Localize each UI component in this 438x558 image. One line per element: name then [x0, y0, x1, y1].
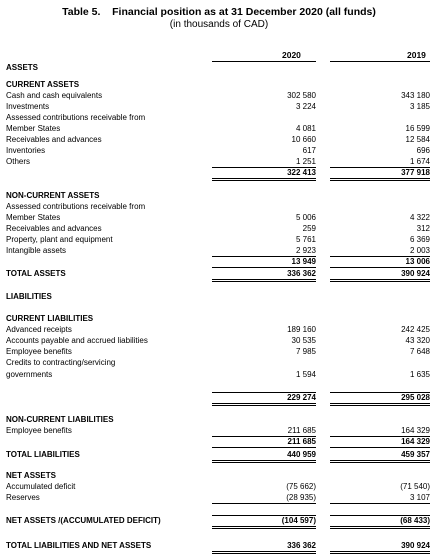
single-rule	[330, 503, 430, 504]
value-2019: 1 635	[409, 370, 430, 379]
value-2020: 4 081	[295, 124, 316, 133]
single-rule	[330, 267, 430, 268]
table-row	[0, 492, 438, 503]
row-label: Others	[6, 157, 31, 166]
value-2019: 6 369	[409, 235, 430, 244]
row-label: TOTAL LIABILITIES	[6, 450, 80, 459]
row-label: Intangible assets	[6, 246, 67, 255]
row-label: Receivables and advances	[6, 224, 102, 233]
table-subtitle: (in thousands of CAD)	[169, 19, 269, 30]
value-2019: 295 028	[401, 393, 430, 402]
row-label: Cash and cash equivalents	[6, 91, 103, 100]
table-row	[0, 335, 438, 346]
double-rule	[330, 279, 430, 282]
value-2020: 440 959	[287, 450, 316, 459]
row-label: Inventories	[6, 146, 46, 155]
row-label: Property, plant and equipment	[6, 235, 113, 244]
value-2020: 7 985	[295, 347, 316, 356]
single-rule	[212, 447, 316, 448]
value-2019: 4 322	[409, 213, 430, 222]
table-row	[0, 167, 438, 178]
table-row	[0, 425, 438, 436]
value-2020: 259	[302, 224, 316, 233]
value-2020: (28 935)	[286, 493, 316, 502]
table-row	[0, 515, 438, 526]
value-2020: 3 224	[295, 102, 316, 111]
table-row	[0, 324, 438, 335]
row-label: Member States	[6, 213, 61, 222]
table-row	[0, 470, 438, 481]
value-2019: 12 584	[405, 135, 430, 144]
double-rule	[330, 526, 430, 529]
double-rule	[212, 403, 316, 406]
row-label: Assessed contributions receivable from	[6, 202, 146, 211]
single-rule	[330, 515, 430, 516]
value-2020: (75 662)	[286, 482, 316, 491]
table-row	[0, 346, 438, 357]
value-2019: 164 329	[401, 426, 430, 435]
value-2020: 302 580	[287, 91, 316, 100]
value-2019: 390 924	[401, 541, 430, 550]
double-rule	[212, 460, 316, 463]
column-header-2019: 2019	[407, 50, 426, 60]
table-row	[0, 392, 438, 403]
row-label: ASSETS	[6, 63, 39, 72]
table-row	[0, 134, 438, 145]
value-2020: 13 949	[291, 257, 316, 266]
single-rule	[212, 256, 316, 257]
table-row	[0, 201, 438, 212]
double-rule	[330, 460, 430, 463]
table-row	[0, 291, 438, 302]
single-rule	[330, 256, 430, 257]
table-row	[0, 436, 438, 447]
single-rule	[330, 167, 430, 168]
single-rule	[330, 447, 430, 448]
value-2020: 322 413	[287, 168, 316, 177]
table-row	[0, 62, 438, 73]
table-row	[0, 101, 438, 112]
value-2019: 377 918	[401, 168, 430, 177]
table-row	[0, 449, 438, 460]
value-2020: 229 274	[287, 393, 316, 402]
table-row	[0, 414, 438, 425]
table-title: Table 5. Financial position as at 31 December 2020 (all funds)	[62, 6, 376, 18]
value-2019: 7 648	[409, 347, 430, 356]
row-label: Reserves	[6, 493, 40, 502]
value-2019: 43 320	[405, 336, 430, 345]
double-rule	[212, 279, 316, 282]
value-2020: 211 685	[287, 426, 316, 435]
value-2019: 696	[416, 146, 430, 155]
row-label: Member States	[6, 124, 61, 133]
value-2020: 1 251	[295, 157, 316, 166]
value-2020: 1 594	[295, 370, 316, 379]
value-2019: 312	[416, 224, 430, 233]
single-rule	[212, 392, 316, 393]
row-label: Accounts payable and accrued liabilities	[6, 336, 148, 345]
double-rule	[330, 551, 430, 554]
row-label: NON-CURRENT ASSETS	[6, 191, 100, 200]
value-2019: 1 674	[409, 157, 430, 166]
table-row	[0, 369, 438, 380]
single-rule	[330, 436, 430, 437]
table-row	[0, 190, 438, 201]
single-rule	[212, 167, 316, 168]
double-rule	[330, 403, 430, 406]
row-label: NET ASSETS /(ACCUMULATED DEFICIT)	[6, 516, 161, 525]
row-label: TOTAL LIABILITIES AND NET ASSETS	[6, 541, 152, 550]
table-row	[0, 156, 438, 167]
row-label: governments	[6, 370, 53, 379]
row-label: Receivables and advances	[6, 135, 102, 144]
row-label: Accumulated deficit	[6, 482, 76, 491]
double-rule	[212, 178, 316, 181]
row-label: LIABILITIES	[6, 292, 52, 301]
value-2019: 390 924	[401, 269, 430, 278]
double-rule	[212, 526, 316, 529]
value-2020: 336 362	[287, 269, 316, 278]
row-label: CURRENT LIABILITIES	[6, 314, 94, 323]
row-label: Investments	[6, 102, 50, 111]
table-row	[0, 112, 438, 123]
single-rule	[212, 267, 316, 268]
value-2019: 164 329	[401, 437, 430, 446]
value-2020: 5 006	[295, 213, 316, 222]
value-2020: 211 685	[287, 437, 316, 446]
value-2019: 242 425	[401, 325, 430, 334]
value-2020: (104 597)	[281, 516, 316, 525]
table-row	[0, 234, 438, 245]
value-2019: 459 357	[401, 450, 430, 459]
double-rule	[212, 551, 316, 554]
single-rule	[212, 503, 316, 504]
value-2020: 5 761	[295, 235, 316, 244]
table-row	[0, 256, 438, 267]
value-2019: 2 003	[409, 246, 430, 255]
row-label: TOTAL ASSETS	[6, 269, 66, 278]
value-2020: 336 362	[287, 541, 316, 550]
row-label: Credits to contracting/servicing	[6, 358, 116, 367]
row-label: Advanced receipts	[6, 325, 72, 334]
value-2019: 3 107	[409, 493, 430, 502]
table-row	[0, 79, 438, 90]
value-2020: 10 660	[291, 135, 316, 144]
single-rule	[212, 436, 316, 437]
table-row	[0, 540, 438, 551]
value-2019: 3 185	[409, 102, 430, 111]
table-row	[0, 145, 438, 156]
single-rule	[212, 515, 316, 516]
value-2020: 189 160	[287, 325, 316, 334]
row-label: Assessed contributions receivable from	[6, 113, 146, 122]
value-2019: 16 599	[405, 124, 430, 133]
value-2020: 2 923	[295, 246, 316, 255]
value-2019: 13 006	[405, 257, 430, 266]
row-label: Employee benefits	[6, 347, 72, 356]
table-row	[0, 212, 438, 223]
single-rule	[330, 392, 430, 393]
column-header-2020: 2020	[282, 50, 301, 60]
row-label: CURRENT ASSETS	[6, 80, 80, 89]
table-row	[0, 268, 438, 279]
table-row	[0, 245, 438, 256]
table-row	[0, 481, 438, 492]
row-label: Employee benefits	[6, 426, 72, 435]
value-2019: 343 180	[401, 91, 430, 100]
value-2020: 617	[302, 146, 316, 155]
value-2020: 30 535	[291, 336, 316, 345]
value-2019: (71 540)	[400, 482, 430, 491]
table-row	[0, 223, 438, 234]
row-label: NET ASSETS	[6, 471, 56, 480]
table-row	[0, 357, 438, 368]
double-rule	[330, 178, 430, 181]
table-row	[0, 313, 438, 324]
table-row	[0, 123, 438, 134]
value-2019: (68 433)	[400, 516, 430, 525]
row-label: NON-CURRENT LIABILITIES	[6, 415, 114, 424]
table-row	[0, 90, 438, 101]
